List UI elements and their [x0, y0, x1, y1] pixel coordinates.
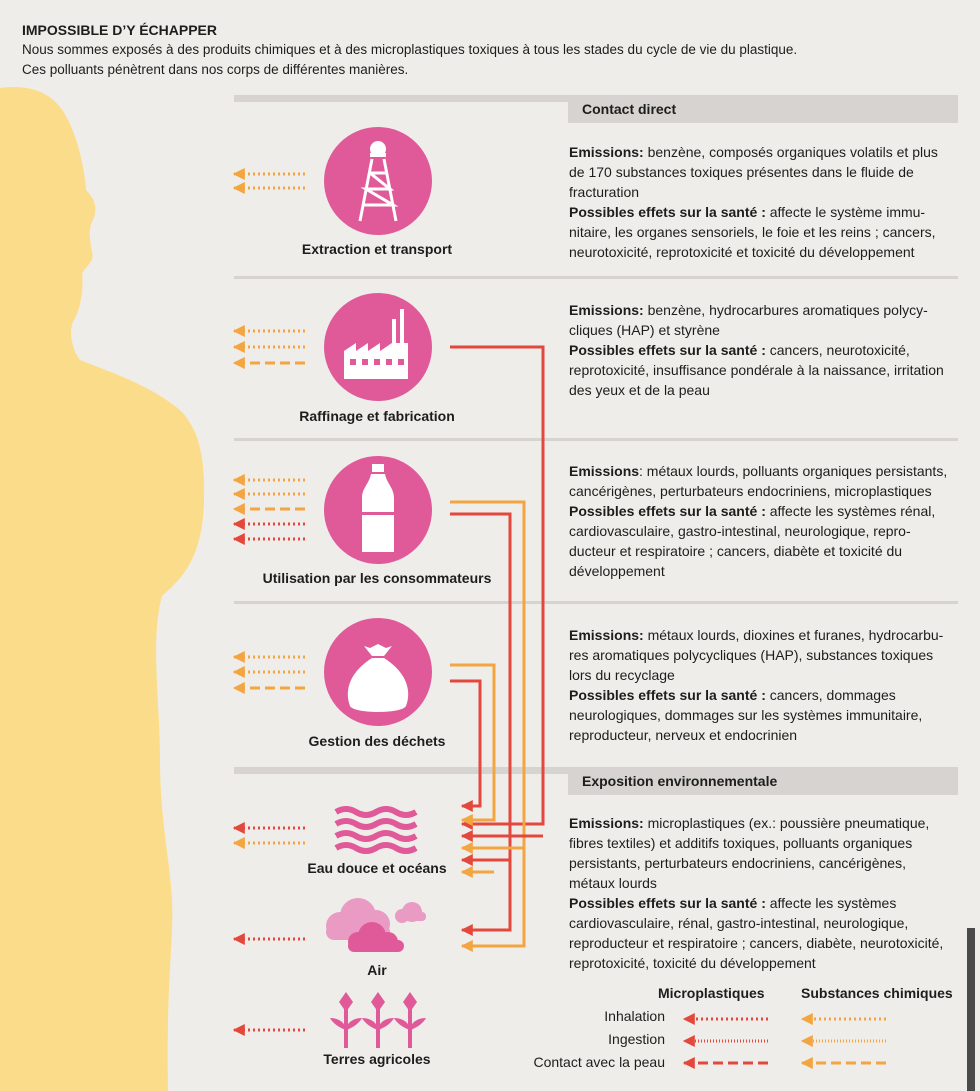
emissions-text: métaux lourds	[569, 875, 657, 891]
stage-description-consumer	[569, 461, 964, 581]
effects-text: nitaire, les organes sensoriels, le foie et les reins ; cancers,	[569, 224, 936, 240]
effects-label: Possibles effets sur la santé :	[569, 687, 766, 703]
oil-derrick-icon	[324, 127, 432, 235]
section-bar-environment	[234, 767, 568, 774]
emissions-text: cliques (HAP) et styrène	[569, 322, 720, 338]
effects-label: Possibles effets sur la santé :	[569, 895, 766, 911]
effects-text: ducteur et respiratoire ; cancers, diabète et toxicité du	[569, 543, 903, 559]
effects-text: neurotoxicité, reprotoxicité et toxicité du développement	[569, 244, 915, 260]
emissions-text: lors du recyclage	[569, 667, 675, 683]
emissions-label: Emissions:	[569, 627, 644, 643]
effects-label: Possibles effets sur la santé :	[569, 342, 766, 358]
emissions-text: benzène, composés organiques volatils et plus	[643, 144, 938, 160]
emissions-text: fibres textiles) et additifs toxiques, polluants organiques	[569, 835, 913, 851]
emissions-text: persistants, perturbateurs endocriniens, cancérigènes,	[569, 855, 906, 871]
effects-text: cardiovasculaire, gastro-intestinal, neurologique, repro-	[569, 523, 911, 539]
emissions-text: de 170 substances toxiques présentes dans le fluide de	[569, 164, 914, 180]
emissions-text: fracturation	[569, 184, 640, 200]
effects-text: reprotoxicité, insuffisance pondérale à la naissance, irritation	[569, 362, 944, 378]
emissions-text: benzène, hydrocarbures aromatiques polycy-	[643, 302, 928, 318]
divider	[234, 438, 958, 441]
stage-label-consumer: Utilisation par les consommateurs	[262, 570, 492, 586]
flow-consumer-chem	[450, 502, 524, 946]
effects-label: Possibles effets sur la santé :	[569, 204, 766, 220]
emissions-text: métaux lourds, dioxines et furanes, hydrocarbu-	[643, 627, 944, 643]
subtitle-line-2: Ces polluants pénètrent dans nos corps de différentes manières.	[22, 62, 409, 77]
emissions-label: Emissions:	[569, 302, 644, 318]
emissions-label: Emissions:	[569, 144, 644, 160]
effects-text: des yeux et de la peau	[569, 382, 710, 398]
water-waves-icon	[333, 806, 423, 854]
effects-text: affecte les systèmes rénal,	[765, 503, 936, 519]
emissions-label: Emissions:	[569, 815, 644, 831]
emissions-text: : métaux lourds, polluants organiques persistants,	[639, 463, 948, 479]
stage-description-waste	[569, 625, 964, 745]
factory-icon	[324, 293, 432, 401]
legend-header-microplastics: Microplastiques	[658, 985, 765, 1001]
section-header-direct: Contact direct	[568, 95, 958, 123]
effects-text: reproducteur, nerveux et endocrinien	[569, 727, 798, 743]
env-label-water: Eau douce et océans	[307, 860, 447, 876]
env-label-farmland: Terres agricoles	[323, 1051, 431, 1067]
emissions-text: cancérigènes, perturbateurs endocriniens, microplastiques	[569, 483, 932, 499]
effects-text: affecte le système immu-	[765, 204, 926, 220]
stage-description-refining	[569, 300, 964, 400]
section-bar-direct	[234, 95, 568, 102]
stage-label-waste: Gestion des déchets	[308, 733, 446, 749]
clouds-icon	[318, 894, 438, 956]
plastic-bottle-icon	[324, 456, 432, 564]
effects-text: neurologiques, dommages sur les systèmes immunitaire,	[569, 707, 923, 723]
effects-text: cardiovasculaire, rénal, gastro-intestinal, neurologique,	[569, 915, 909, 931]
stage-description-extraction	[569, 142, 964, 262]
legend-header-chemicals: Substances chimiques	[801, 985, 953, 1001]
crops-icon	[328, 990, 428, 1050]
page-title: IMPOSSIBLE D’Y ÉCHAPPER	[22, 22, 218, 38]
stage-label-refining: Raffinage et fabrication	[299, 408, 455, 424]
emissions-text: microplastiques (ex.: poussière pneumatique,	[643, 815, 930, 831]
effects-text: affecte les systèmes	[765, 895, 897, 911]
effects-text: cancers, dommages	[765, 687, 896, 703]
divider	[234, 276, 958, 279]
stage-label-extraction: Extraction et transport	[301, 241, 453, 257]
emissions-label: Emissions	[569, 463, 640, 479]
divider	[234, 601, 958, 604]
garbage-bag-icon	[324, 618, 432, 726]
effects-label: Possibles effets sur la santé :	[569, 503, 766, 519]
env-label-air: Air	[367, 962, 387, 978]
legend-label-skin: Contact avec la peau	[533, 1054, 665, 1070]
effects-text: développement	[569, 563, 665, 579]
section-header-environment: Exposition environnementale	[568, 767, 958, 795]
legend-label-ingestion: Ingestion	[608, 1031, 665, 1047]
effects-text: reproducteur et respiratoire ; cancers, diabète, neurotoxicité,	[569, 935, 944, 951]
effects-text: reprotoxicité, toxicité du développement	[569, 955, 816, 971]
environment-description	[569, 813, 964, 973]
legend-label-inhalation: Inhalation	[604, 1008, 665, 1024]
emissions-text: res aromatiques polycycliques (HAP), substances toxiques	[569, 647, 934, 663]
scrollbar-thumb[interactable]	[967, 928, 975, 1091]
human-silhouette	[0, 0, 240, 1091]
effects-text: cancers, neurotoxicité,	[765, 342, 910, 358]
subtitle-line-1: Nous sommes exposés à des produits chimiques et à des microplastiques toxiques à tous les stades du cycle de vie du plastique.	[22, 42, 798, 57]
